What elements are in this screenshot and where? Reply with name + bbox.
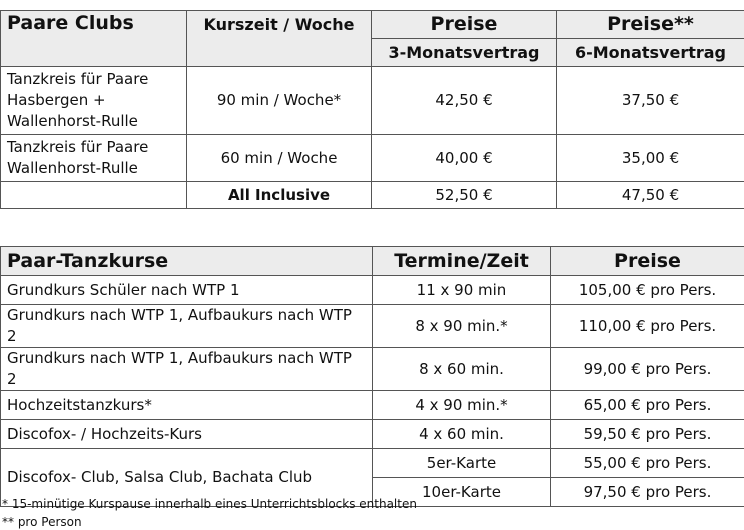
clubs-header-row [1, 11, 744, 39]
course-name: Grundkurs nach WTP 1, Aufbaukurs nach WTP 2 [1, 348, 373, 391]
course-price: 105,00 € pro Pers. [551, 276, 744, 305]
course-name: Discofox- / Hochzeits-Kurs [1, 420, 373, 449]
club-course-name: Discofox- Club, Salsa Club, Bachata Club [1, 449, 373, 507]
table-row [1, 391, 744, 420]
course-time: 4 x 90 min.* [373, 391, 551, 420]
courses-header-row [1, 247, 744, 276]
course-time: 11 x 90 min [373, 276, 551, 305]
table-row [1, 305, 744, 348]
course-time: 10er-Karte [373, 478, 551, 507]
club-price-3month: 40,00 € [372, 135, 557, 182]
courses-table [0, 246, 744, 507]
clubs-sub-3month: 3-Monatsvertrag [372, 39, 557, 67]
club-name-line: Tanzkreis für Paare [7, 138, 149, 156]
club-time: 90 min / Woche* [187, 67, 372, 135]
table-row [1, 276, 744, 305]
table-row [1, 182, 744, 209]
course-time: 8 x 60 min. [373, 348, 551, 391]
club-time: 60 min / Woche [187, 135, 372, 182]
table-row [1, 135, 744, 182]
club-price-3month: 52,50 € [372, 182, 557, 209]
club-name-line: Hasbergen + [7, 91, 106, 109]
course-price: 97,50 € pro Pers. [551, 478, 744, 507]
course-name: Grundkurs nach WTP 1, Aufbaukurs nach WTP 2 [1, 305, 373, 348]
club-price-6month: 47,50 € [557, 182, 744, 209]
course-price: 55,00 € pro Pers. [551, 449, 744, 478]
courses-col-time-header: Termine/Zeit [373, 247, 551, 276]
footnote-per-person: ** pro Person [2, 515, 82, 529]
club-name-line: Wallenhorst-Rulle [7, 112, 138, 130]
table-row [1, 420, 744, 449]
clubs-col-price6-header: Preise** [557, 11, 744, 39]
course-price: 110,00 € pro Pers. [551, 305, 744, 348]
club-time-all-inclusive: All Inclusive [187, 182, 372, 209]
club-name-line: Tanzkreis für Paare [7, 70, 149, 88]
table-row [1, 449, 744, 478]
course-price: 99,00 € pro Pers. [551, 348, 744, 391]
courses-col-price-header: Preise [551, 247, 744, 276]
course-name: Hochzeitstanzkurs* [1, 391, 373, 420]
table-row [1, 67, 744, 135]
course-name: Grundkurs Schüler nach WTP 1 [1, 276, 373, 305]
club-name [1, 135, 187, 182]
club-price-6month: 35,00 € [557, 135, 744, 182]
clubs-col-price3-header: Preise [372, 11, 557, 39]
clubs-col-name-header: Paare Clubs [1, 11, 187, 67]
club-price-6month: 37,50 € [557, 67, 744, 135]
table-row [1, 348, 744, 391]
club-name-line: Wallenhorst-Rulle [7, 159, 138, 177]
clubs-col-time-header: Kurszeit / Woche [187, 11, 372, 67]
course-price: 65,00 € pro Pers. [551, 391, 744, 420]
clubs-sub-6month: 6-Monatsvertrag [557, 39, 744, 67]
courses-col-name-header: Paar-Tanzkurse [1, 247, 373, 276]
club-name [1, 182, 187, 209]
course-time: 5er-Karte [373, 449, 551, 478]
course-price: 59,50 € pro Pers. [551, 420, 744, 449]
club-price-3month: 42,50 € [372, 67, 557, 135]
clubs-table [0, 10, 744, 209]
course-time: 4 x 60 min. [373, 420, 551, 449]
club-name [1, 67, 187, 135]
footnote-course-break: * 15-minütige Kurspause innerhalb eines Unterrichtsblocks enthalten [2, 497, 417, 511]
course-time: 8 x 90 min.* [373, 305, 551, 348]
